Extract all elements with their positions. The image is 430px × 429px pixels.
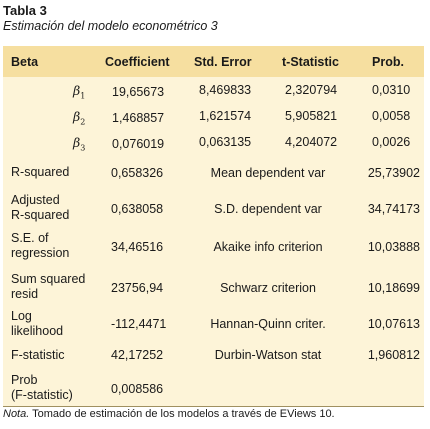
- header-std-error: Std. Error: [194, 55, 252, 69]
- stat-label: Log likelihood: [11, 309, 64, 338]
- stat-value: 0,008586: [111, 382, 164, 396]
- t-statistic-cell: 5,905821: [285, 109, 338, 123]
- header-beta: Beta: [11, 55, 39, 69]
- stat-name-value: 25,73902: [367, 166, 420, 180]
- header-t-statistic: t-Statistic: [282, 55, 339, 69]
- stat-name: Mean dependent var: [210, 166, 326, 180]
- table-note: [3, 408, 335, 420]
- std-error-cell: 8,469833: [199, 83, 252, 97]
- stat-name-value: 10,03888: [367, 240, 420, 254]
- stat-value: -112,4471: [111, 317, 167, 331]
- beta-symbol: $\beta_1$: [73, 83, 86, 101]
- prob-cell: 0,0026: [372, 135, 411, 149]
- note-label: Nota.: [3, 408, 30, 420]
- stat-value: 42,17252: [111, 348, 164, 362]
- table-body: [3, 77, 424, 407]
- beta-symbol: $\beta_3$: [73, 135, 86, 153]
- stat-value: 0,638058: [111, 202, 164, 216]
- stat-label: Adjusted R-squared: [11, 193, 70, 222]
- stat-name-value: 1,960812: [367, 348, 420, 362]
- stat-name: Schwarz criterion: [220, 281, 316, 295]
- stat-name: Akaike info criterion: [213, 240, 323, 254]
- coefficient-cell: 19,65673: [112, 85, 165, 99]
- stat-value: 0,658326: [111, 166, 164, 180]
- coefficient-cell: 1,468857: [112, 111, 165, 125]
- stat-name: Hannan-Quinn criter.: [210, 317, 326, 331]
- t-statistic-cell: 2,320794: [285, 83, 338, 97]
- table-header: [3, 46, 424, 77]
- stat-value: 34,46516: [111, 240, 164, 254]
- stat-label: Prob (F-statistic): [11, 373, 73, 402]
- stat-value: 23756,94: [111, 281, 164, 295]
- table-title: Tabla 3: [3, 3, 47, 18]
- stat-label: Sum squared resid: [11, 272, 86, 301]
- stat-name-value: 34,74173: [367, 202, 420, 216]
- header-prob: Prob.: [372, 55, 404, 69]
- beta-symbol: $\beta_2$: [73, 109, 86, 127]
- coefficient-cell: 0,076019: [112, 137, 165, 151]
- table-subtitle: Estimación del modelo econométrico 3: [3, 19, 218, 33]
- stat-name: S.D. dependent var: [214, 202, 322, 216]
- stat-name-value: 10,18699: [367, 281, 420, 295]
- prob-cell: 0,0058: [372, 109, 411, 123]
- stat-name: Durbin-Watson stat: [214, 348, 322, 362]
- prob-cell: 0,0310: [372, 83, 411, 97]
- std-error-cell: 0,063135: [199, 135, 252, 149]
- stat-label: F-statistic: [11, 348, 65, 362]
- header-coefficient: Coefficient: [105, 55, 170, 69]
- stat-label: R-squared: [11, 165, 70, 179]
- t-statistic-cell: 4,204072: [285, 135, 338, 149]
- note-text: Tomado de estimación de los modelos a través de EViews 10.: [29, 408, 335, 420]
- stat-label: S.E. of regression: [11, 231, 70, 260]
- std-error-cell: 1,621574: [199, 109, 252, 123]
- stat-name-value: 10,07613: [367, 317, 420, 331]
